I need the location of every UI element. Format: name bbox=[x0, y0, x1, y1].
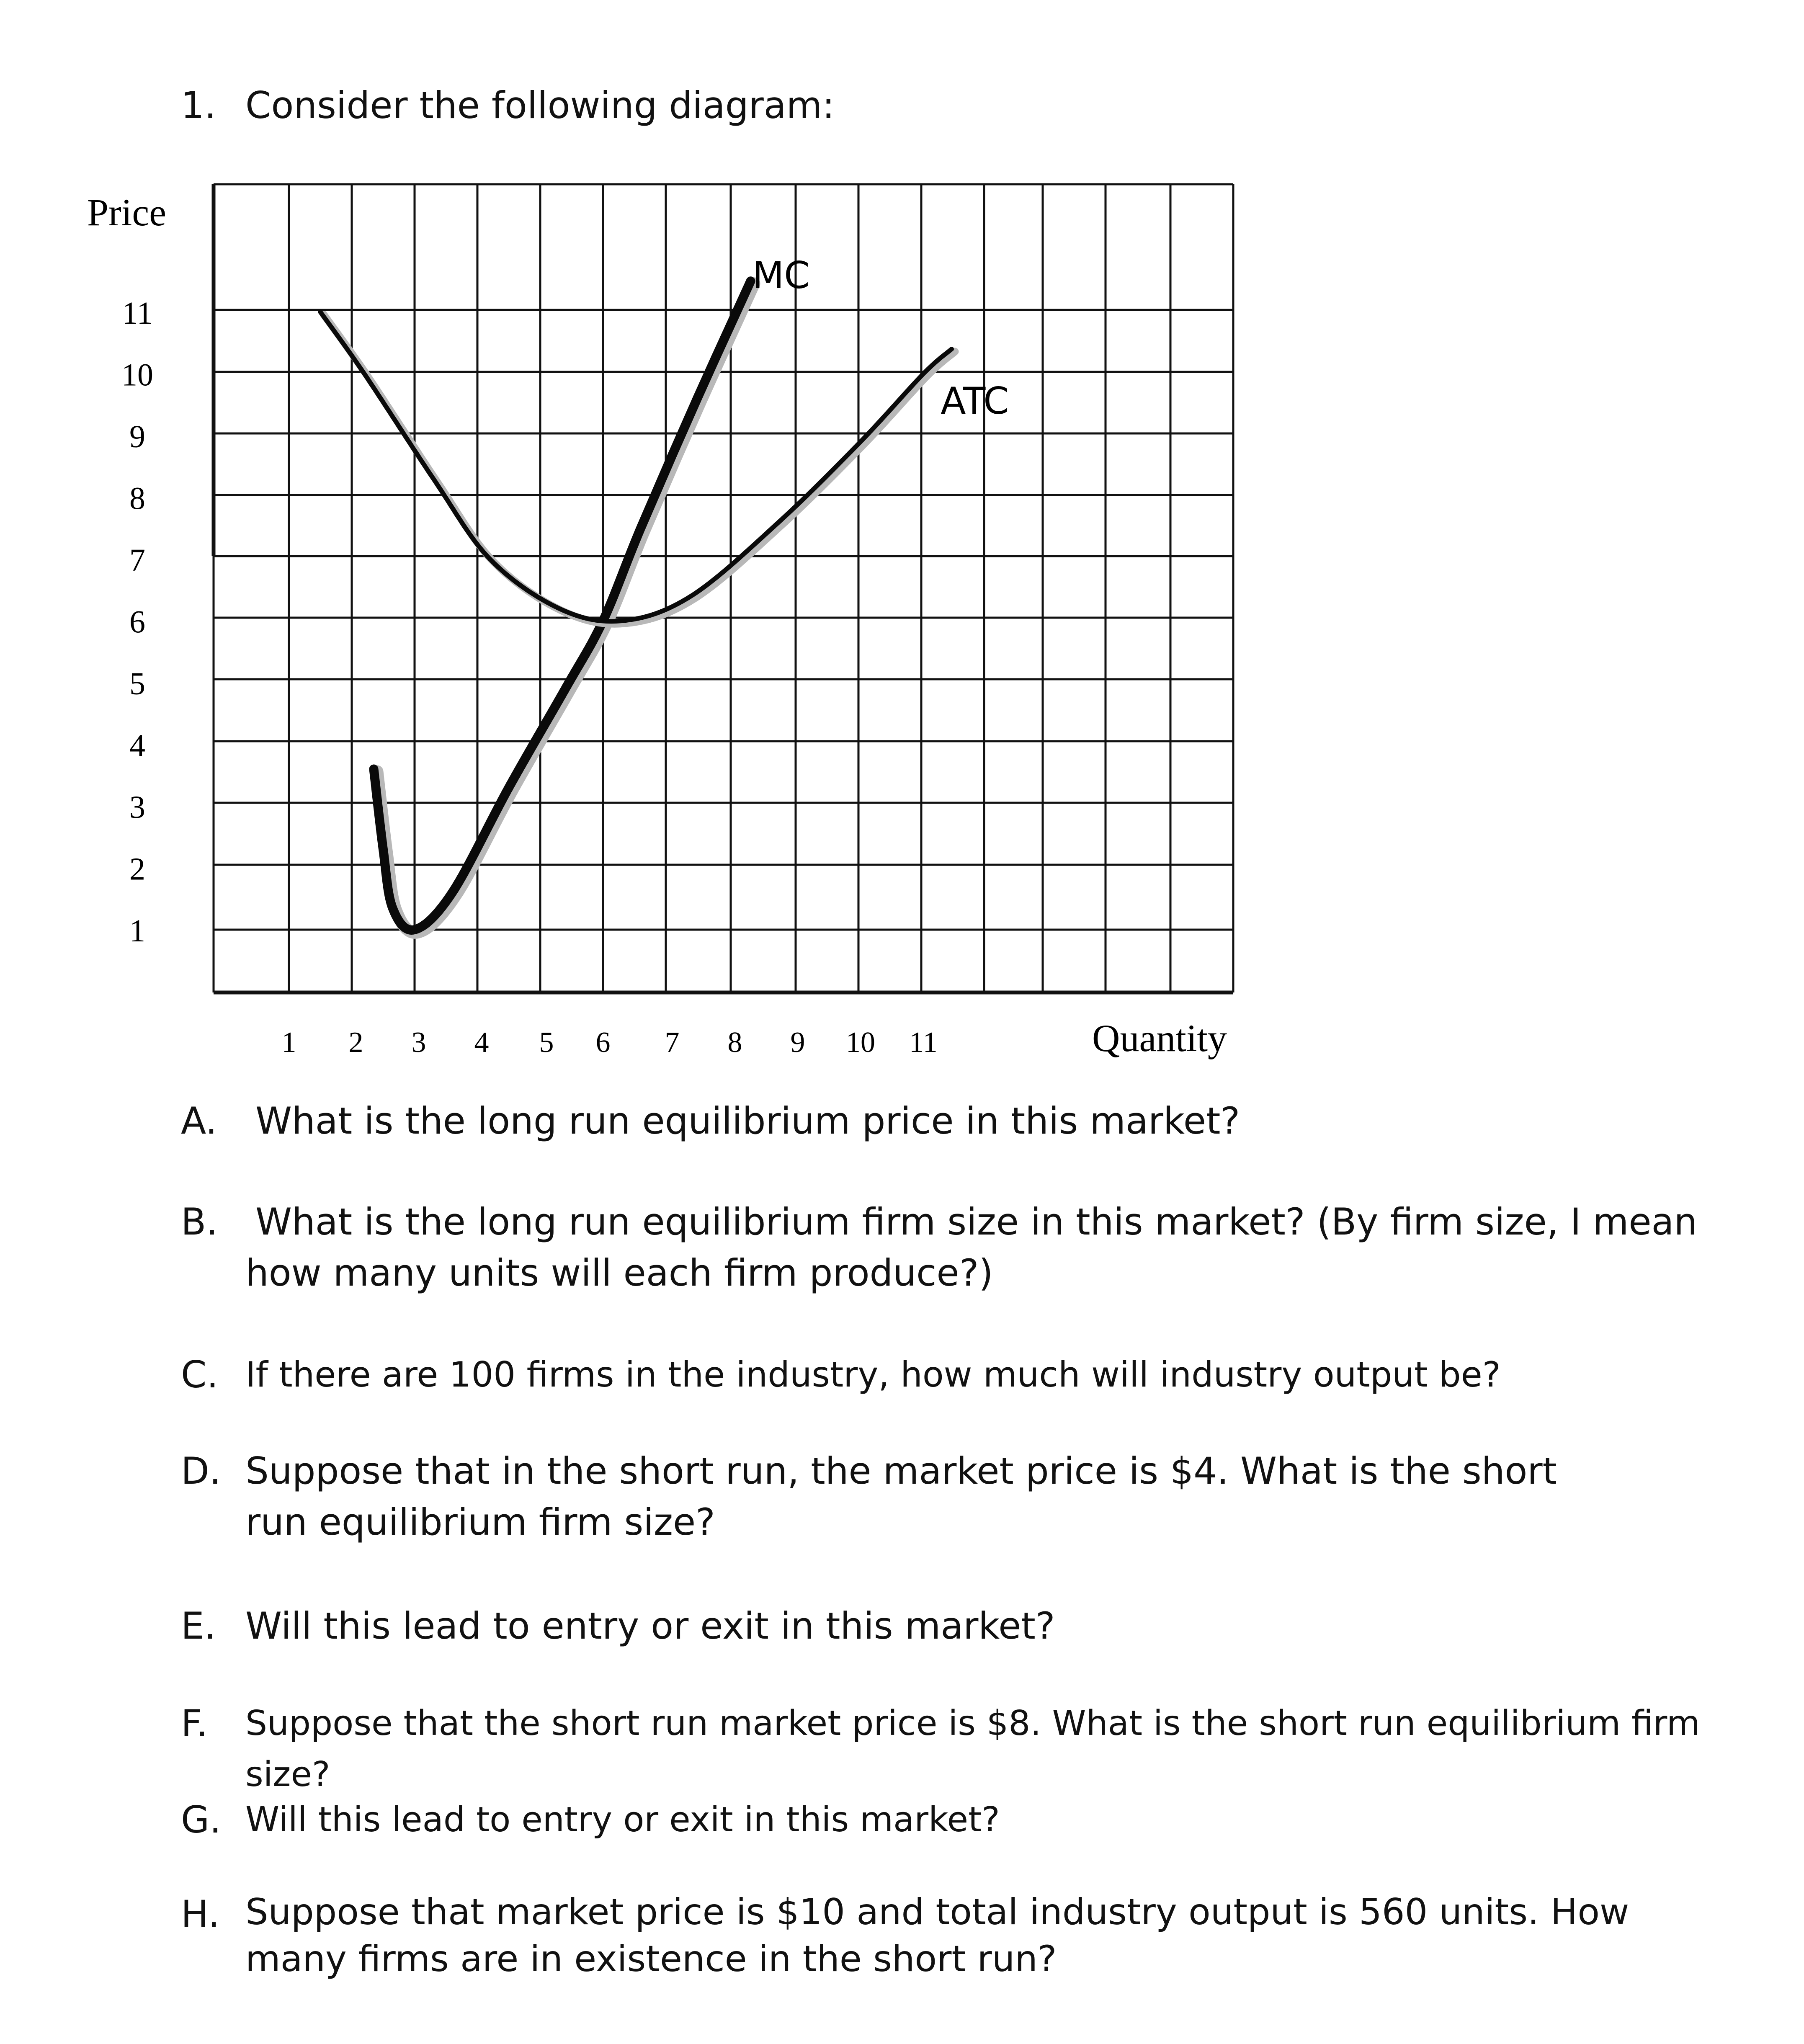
question-number: 1. bbox=[181, 84, 216, 127]
y-tick-label: 3 bbox=[129, 790, 145, 825]
part-a bbox=[181, 1095, 1730, 1147]
part-letter: F. bbox=[181, 1702, 208, 1745]
part-letter: G. bbox=[181, 1798, 222, 1841]
x-tick-label: 11 bbox=[909, 1026, 938, 1059]
x-tick-label: 9 bbox=[790, 1026, 805, 1059]
part-b bbox=[181, 1196, 1730, 1299]
chart-grid bbox=[214, 184, 1233, 992]
x-axis-label: Quantity bbox=[1092, 1017, 1227, 1059]
question-prompt: Consider the following diagram: bbox=[245, 84, 835, 127]
part-text: What is the long run equilibrium price in this market? bbox=[255, 1099, 1240, 1142]
part-h bbox=[181, 1889, 1730, 1982]
y-tick-label: 10 bbox=[121, 357, 153, 393]
part-text: Will this lead to entry or exit in this market? bbox=[245, 1800, 1000, 1840]
part-letter: E. bbox=[181, 1604, 216, 1647]
y-tick-label: 2 bbox=[129, 851, 145, 887]
part-letter: D. bbox=[181, 1449, 221, 1492]
x-tick-label: 6 bbox=[595, 1026, 611, 1059]
part-text: Suppose that in the short run, the market price is $4. What is the short run equilibrium firm size? bbox=[245, 1449, 1557, 1544]
y-tick-label: 5 bbox=[129, 666, 145, 701]
part-letter: B. bbox=[181, 1200, 218, 1243]
mc-curve-shadow bbox=[377, 284, 754, 933]
part-e bbox=[181, 1601, 1730, 1652]
part-letter: C. bbox=[181, 1353, 219, 1396]
y-tick-label: 11 bbox=[122, 296, 153, 331]
x-tick-label: 8 bbox=[727, 1026, 742, 1059]
y-tick-label: 4 bbox=[129, 728, 145, 763]
y-axis-label: Price bbox=[87, 191, 167, 234]
part-text: Suppose that market price is $10 and total industry output is 560 units. How many firms are in existence in the short run? bbox=[245, 1891, 1629, 1980]
atc-curve-shadow bbox=[324, 314, 955, 624]
x-tick-label: 5 bbox=[539, 1026, 554, 1059]
part-text: If there are 100 firms in the industry, how much will industry output be? bbox=[245, 1354, 1501, 1395]
part-d bbox=[181, 1446, 1730, 1548]
part-c bbox=[181, 1349, 1730, 1400]
part-f bbox=[181, 1698, 1730, 1800]
part-g bbox=[181, 1794, 1730, 1846]
y-tick-label: 7 bbox=[129, 543, 145, 578]
y-tick-label: 8 bbox=[129, 481, 145, 516]
mc-curve-label: MC bbox=[752, 254, 810, 297]
part-text: Suppose that the short run market price is $8. What is the short run equilibrium firm size? bbox=[245, 1704, 1700, 1794]
y-tick-label: 1 bbox=[129, 913, 145, 949]
part-text: Will this lead to entry or exit in this market? bbox=[245, 1604, 1055, 1647]
x-tick-label: 4 bbox=[474, 1026, 489, 1059]
y-tick-label: 6 bbox=[129, 604, 145, 640]
part-text: What is the long run equilibrium firm size in this market? (By firm size, I mean how many units will each firm produce?) bbox=[245, 1200, 1698, 1294]
part-letter: A. bbox=[181, 1099, 217, 1142]
mc-curve bbox=[374, 281, 751, 930]
x-tick-label: 1 bbox=[281, 1026, 296, 1059]
x-tick-label: 3 bbox=[411, 1026, 426, 1059]
part-letter: H. bbox=[181, 1892, 220, 1936]
x-tick-label: 2 bbox=[348, 1026, 363, 1059]
y-tick-label: 9 bbox=[129, 419, 145, 454]
atc-curve-label: ATC bbox=[941, 379, 1009, 423]
x-tick-label: 7 bbox=[665, 1026, 680, 1059]
x-tick-label: 10 bbox=[846, 1026, 875, 1059]
